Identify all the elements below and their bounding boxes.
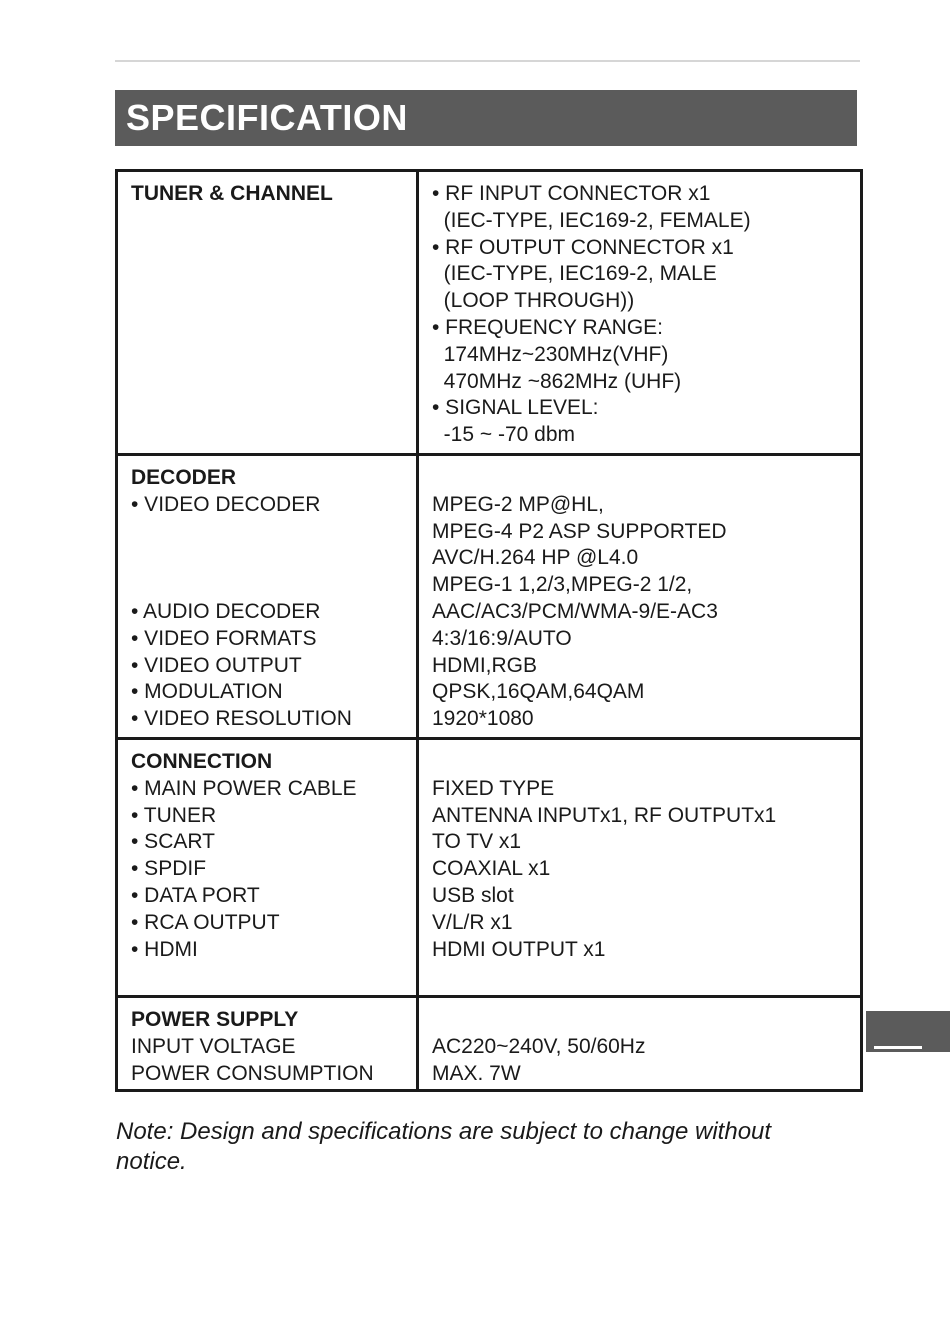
- spec-cell-right: [418, 739, 862, 997]
- spec-line: [432, 1007, 848, 1034]
- spec-line: POWER CONSUMPTION: [131, 1061, 374, 1085]
- section-heading: POWER SUPPLY: [131, 1008, 299, 1031]
- spec-line: INPUT VOLTAGE: [131, 1034, 296, 1058]
- spec-cell-right: [418, 997, 862, 1091]
- spec-line: • RCA OUTPUT: [131, 910, 280, 934]
- spec-line: (LOOP THROUGH)): [432, 289, 635, 313]
- spec-line: ANTENNA INPUTx1, RF OUTPUTx1: [432, 803, 777, 827]
- spec-line: • RF INPUT CONNECTOR x1: [432, 182, 711, 205]
- spec-line: • HDMI: [131, 937, 198, 961]
- spec-line: 4:3/16:9/AUTO: [432, 626, 572, 650]
- spec-line: • FREQUENCY RANGE:: [432, 315, 663, 339]
- spec-line: [131, 545, 404, 572]
- spec-line: AVC/H.264 HP @L4.0: [432, 546, 639, 570]
- spec-line: • VIDEO OUTPUT: [131, 653, 302, 677]
- spec-line: • AUDIO DECODER: [131, 599, 321, 623]
- spec-line: [432, 465, 848, 492]
- spec-row-decoder: [117, 455, 862, 739]
- spec-line: • RF OUTPUT CONNECTOR x1: [432, 235, 734, 259]
- spec-line: MAX. 7W: [432, 1061, 521, 1085]
- section-heading: TUNER & CHANNEL: [131, 182, 333, 205]
- spec-line: • VIDEO FORMATS: [131, 626, 317, 650]
- spec-line: • SPDIF: [131, 857, 207, 881]
- page-title: SPECIFICATION: [126, 97, 408, 138]
- note-text: Note: Design and specifications are subject to change without notice.: [116, 1118, 772, 1175]
- spec-line: • VIDEO DECODER: [131, 492, 321, 516]
- spec-line: 470MHz ~862MHz (UHF): [432, 369, 682, 393]
- spec-line: AC220~240V, 50/60Hz: [432, 1034, 646, 1058]
- spec-line: HDMI OUTPUT x1: [432, 937, 606, 961]
- side-tab-mark: [874, 1046, 922, 1049]
- spec-line: MPEG-1 1,2/3,MPEG-2 1/2,: [432, 573, 693, 597]
- spec-line: [131, 572, 404, 599]
- spec-line: [131, 519, 404, 546]
- side-tab: [866, 1011, 950, 1052]
- spec-row-power-supply: [117, 997, 862, 1091]
- spec-table: [115, 169, 863, 1092]
- section-heading: CONNECTION: [131, 750, 273, 773]
- spec-cell-left: [117, 739, 418, 997]
- title-bar: [115, 90, 857, 146]
- spec-line: USB slot: [432, 883, 514, 907]
- spec-line: -15 ~ -70 dbm: [432, 423, 575, 447]
- spec-cell-left: [117, 997, 418, 1091]
- spec-line: HDMI,RGB: [432, 653, 537, 677]
- top-rule: [115, 60, 860, 62]
- spec-line: • MAIN POWER CABLE: [131, 776, 357, 800]
- spec-line: MPEG-2 MP@HL,: [432, 492, 604, 516]
- spec-line: • SIGNAL LEVEL:: [432, 396, 599, 420]
- spec-line: COAXIAL x1: [432, 857, 551, 881]
- spec-line: MPEG-4 P2 ASP SUPPORTED: [432, 519, 727, 543]
- spec-line: • VIDEO RESOLUTION: [131, 707, 352, 731]
- spec-line: (IEC-TYPE, IEC169-2, MALE: [432, 262, 717, 286]
- section-heading: DECODER: [131, 466, 237, 489]
- spec-line: • TUNER: [131, 803, 217, 827]
- spec-line: • MODULATION: [131, 680, 283, 704]
- spec-line: 1920*1080: [432, 707, 534, 731]
- spec-row-tuner-channel: [117, 171, 862, 455]
- spec-line: QPSK,16QAM,64QAM: [432, 680, 645, 704]
- spec-cell-right: [418, 455, 862, 739]
- spec-line: V/L/R x1: [432, 910, 513, 934]
- spec-cell-left: [117, 455, 418, 739]
- spec-cell-right: [418, 171, 862, 455]
- spec-line: • DATA PORT: [131, 883, 260, 907]
- spec-cell-left: [117, 171, 418, 455]
- spec-line: (IEC-TYPE, IEC169-2, FEMALE): [432, 208, 751, 232]
- spec-line: 174MHz~230MHz(VHF): [432, 342, 669, 366]
- spec-row-connection: [117, 739, 862, 997]
- spec-line: TO TV x1: [432, 830, 522, 854]
- spec-line: • SCART: [131, 830, 215, 854]
- spec-line: [432, 749, 848, 776]
- spec-line: AAC/AC3/PCM/WMA-9/E-AC3: [432, 599, 718, 623]
- spec-line: FIXED TYPE: [432, 776, 555, 800]
